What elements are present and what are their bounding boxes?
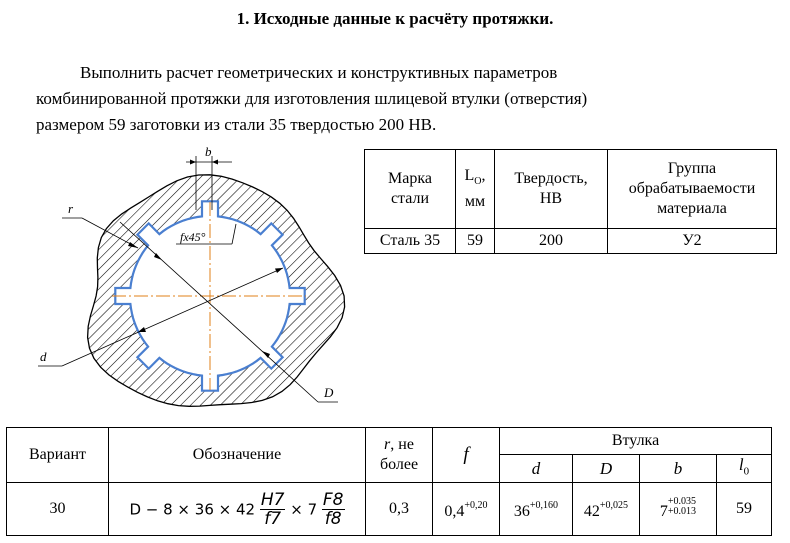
cell-l0-bushing: 59 — [717, 483, 772, 536]
d-tolerance: +0,160 — [529, 500, 559, 511]
header-hardness — [495, 150, 608, 229]
header-l0-subscript: O — [474, 176, 482, 188]
cell-f — [433, 483, 500, 536]
header-r — [366, 428, 433, 483]
header-r-text2: более — [379, 456, 419, 473]
page-heading: 1. Исходные данные к расчёту протяжки. — [236, 9, 554, 28]
header-group-line2: обрабатываемости — [628, 180, 756, 197]
cell-r: 0,3 — [366, 483, 433, 536]
f-value: 0,4 — [444, 503, 465, 520]
b-tolerance — [668, 497, 696, 517]
b-value: 7 — [659, 502, 668, 520]
d-value: 36 — [513, 503, 530, 520]
cell-group: У2 — [608, 229, 777, 254]
spline-bushing-drawing — [0, 140, 360, 425]
header-l0-letter: L — [464, 166, 475, 184]
designation-fraction-1 — [260, 491, 286, 528]
cell-hardness: 200 — [495, 229, 608, 254]
header-steel-grade-line1: Марка — [388, 170, 432, 187]
material-table — [364, 149, 777, 254]
material-table-header — [365, 150, 777, 229]
fraction-2-denominator: f8 — [324, 508, 342, 529]
D-label: D — [324, 385, 334, 400]
D-tolerance: +0,025 — [599, 500, 629, 511]
header-r-text: , не — [390, 436, 414, 453]
header-l0-bushing — [717, 455, 772, 483]
cell-d — [500, 483, 573, 536]
fraction-1-numerator: H7 — [260, 489, 285, 510]
header-bushing: Втулка — [500, 428, 772, 455]
header-hardness-line2: НВ — [539, 190, 563, 207]
variant-table — [6, 427, 772, 536]
r-label: r — [68, 201, 74, 216]
header-designation: Обозначение — [109, 428, 366, 483]
header-l0-comma: , — [481, 166, 486, 184]
fraction-1-denominator: f7 — [264, 508, 282, 529]
cell-l0: 59 — [456, 229, 495, 254]
D-value: 42 — [583, 503, 600, 520]
header-l0-letter-bushing: l — [738, 455, 744, 475]
cell-designation — [109, 483, 366, 536]
designation-middle: × 7 — [290, 500, 318, 518]
cell-steel: Сталь 35 — [365, 229, 456, 254]
cell-variant: 30 — [7, 483, 109, 536]
header-d: d — [500, 455, 573, 483]
header-steel-grade — [365, 150, 456, 229]
paragraph-line-2: комбинированной протяжки для изготовления шлицевой втулки (отверстия) — [36, 89, 588, 108]
paragraph-line-3: размером 59 заготовки из стали 35 твердостью 200 HB. — [36, 115, 437, 134]
b-tolerance-upper: +0.035 — [667, 495, 697, 507]
b-tolerance-lower: +0.013 — [667, 505, 697, 517]
b-label: b — [205, 144, 212, 159]
cell-b — [640, 483, 717, 536]
header-r-symbol: r — [384, 436, 391, 453]
header-group-line1: Группа — [667, 160, 717, 177]
header-b: b — [640, 455, 717, 483]
fraction-2-numerator: F8 — [322, 489, 344, 510]
header-group-line3: материала — [657, 200, 727, 217]
header-steel-grade-line2: стали — [390, 190, 430, 207]
paragraph-line-1: Выполнить расчет геометрических и конструктивных параметров — [80, 63, 558, 82]
header-l0-sub-bushing: 0 — [743, 465, 750, 478]
chamfer-label: fx45° — [180, 230, 206, 244]
header-D: D — [573, 455, 640, 483]
header-machinability-group — [608, 150, 777, 229]
d-label: d — [40, 349, 47, 364]
material-table-row — [365, 229, 777, 254]
header-f: f — [433, 428, 500, 483]
header-variant: Вариант — [7, 428, 109, 483]
designation-fraction-2 — [322, 491, 345, 528]
header-hardness-line1: Твердость, — [514, 170, 588, 187]
variant-table-header-1 — [7, 428, 772, 455]
f-tolerance: +0,20 — [464, 500, 488, 511]
variant-table-row — [7, 483, 772, 536]
section-hatching — [0, 140, 360, 425]
designation-formula — [129, 489, 344, 529]
cell-D — [573, 483, 640, 536]
header-l0 — [456, 150, 495, 229]
task-paragraph — [36, 60, 776, 138]
header-l0-unit: мм — [464, 193, 486, 211]
designation-prefix: D − 8 × 36 × 42 — [129, 500, 256, 518]
